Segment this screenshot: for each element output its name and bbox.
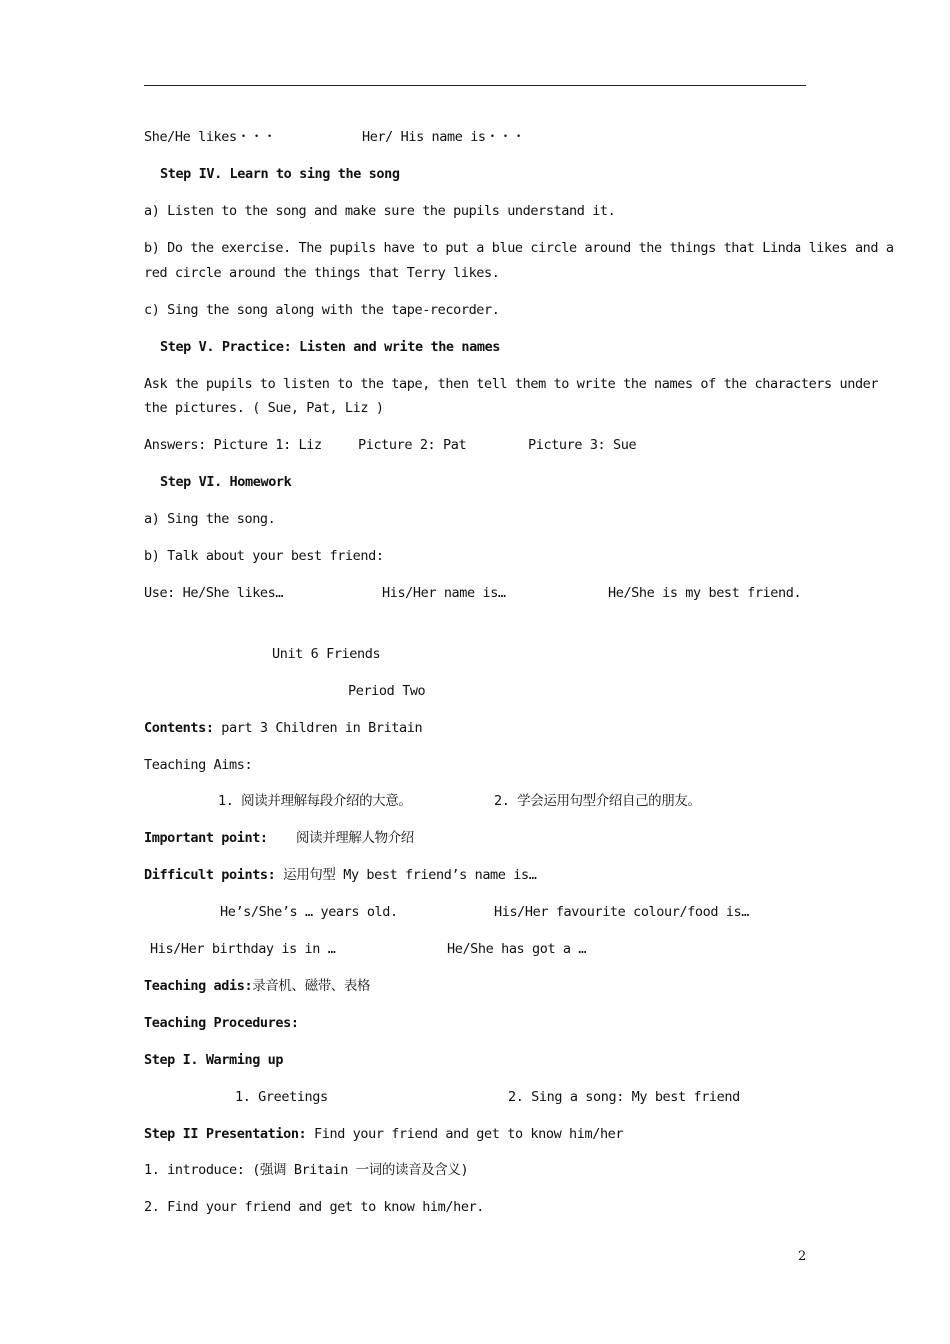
text-line — [144, 866, 536, 884]
text-line: She/He likes・・・ — [144, 129, 277, 145]
text-line: Her/ His name is・・・ — [362, 129, 525, 145]
text-line: Use: He/She likes… — [144, 585, 284, 601]
text-line: c) Sing the song along with the tape-recorder. — [144, 302, 500, 318]
value: part 3 Children in Britain — [213, 720, 423, 736]
text-line: Ask the pupils to listen to the tape, then tell them to write the names of the characters under — [144, 376, 879, 392]
text-line — [144, 719, 422, 737]
section-heading: Teaching Procedures: — [144, 1015, 299, 1031]
text-line: b) Do the exercise. The pupils have to put a blue circle around the things that Linda likes and a — [144, 240, 894, 256]
text-line: b) Talk about your best friend: — [144, 548, 384, 564]
label: Difficult points: — [144, 867, 276, 883]
text-line: the pictures. ( Sue, Pat, Liz ) — [144, 400, 384, 416]
unit-title: Unit 6 Friends — [272, 646, 381, 662]
text-line — [144, 1125, 623, 1143]
text-line: 2. 学会运用句型介绍自己的朋友。 — [494, 793, 701, 809]
text-line: He/She is my best friend. — [608, 585, 802, 601]
label: Contents: — [144, 720, 214, 736]
text-line: 阅读并理解人物介绍 — [296, 830, 414, 846]
text-line: Picture 2: Pat — [358, 437, 467, 453]
text-line: Picture 3: Sue — [528, 437, 637, 453]
label: Step II Presentation: — [144, 1126, 307, 1142]
text-line: 2. Find your friend and get to know him/her. — [144, 1199, 485, 1215]
text-line: He/She has got a … — [447, 941, 587, 957]
value: 录音机、磁带、表格 — [252, 978, 371, 994]
text-line: 1. Greetings — [235, 1089, 328, 1105]
text-line: Answers: Picture 1: Liz — [144, 437, 322, 453]
value: Find your friend and get to know him/her — [306, 1126, 624, 1142]
period-title: Period Two — [348, 683, 426, 699]
label: Important point: — [144, 830, 268, 846]
text-line: His/Her favourite colour/food is… — [494, 904, 750, 920]
step-heading: Step IV. Learn to sing the song — [160, 166, 400, 182]
text-line: a) Sing the song. — [144, 511, 276, 527]
page-number: 2 — [798, 1249, 807, 1264]
text-line: His/Her birthday is in … — [150, 941, 336, 957]
header-rule — [144, 85, 806, 86]
step-heading: Step V. Practice: Listen and write the names — [160, 339, 501, 355]
step-heading: Step VI. Homework — [160, 474, 292, 490]
text-line: red circle around the things that Terry likes. — [144, 265, 500, 281]
text-line: 1. 阅读并理解每段介绍的大意。 — [218, 793, 412, 809]
text-line: a) Listen to the song and make sure the pupils understand it. — [144, 203, 616, 219]
text-line: Teaching Aims: — [144, 757, 253, 773]
text-line — [144, 977, 370, 995]
label: Teaching adis: — [144, 978, 253, 994]
step-heading: Step I. Warming up — [144, 1052, 284, 1068]
text-line: 2. Sing a song: My best friend — [508, 1089, 740, 1105]
text-line: 1. introduce: (强调 Britain 一词的读音及含义) — [144, 1162, 469, 1178]
value: 运用句型 My best friend’s name is… — [275, 867, 537, 883]
text-line: He’s/She’s … years old. — [220, 904, 398, 920]
text-line: His/Her name is… — [382, 585, 506, 601]
